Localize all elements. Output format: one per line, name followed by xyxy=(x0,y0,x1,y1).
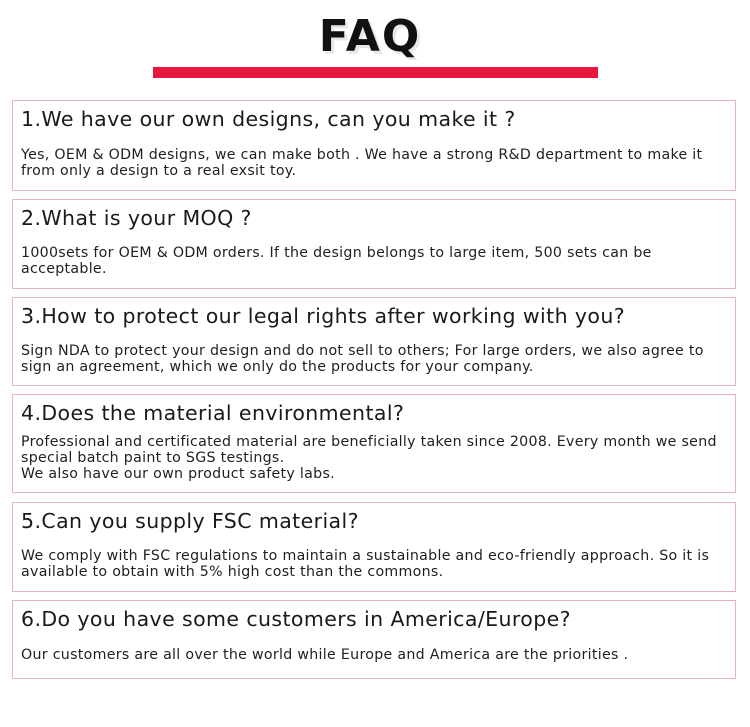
faq-answer-2: 1000sets for OEM & ODM orders. If the design belongs to large item, 500 sets can be acceptable. xyxy=(21,245,652,277)
page-title: FAQ xyxy=(318,11,422,62)
faq-answer-6: Our customers are all over the world while Europe and America are the priorities . xyxy=(21,647,629,663)
faq-answer-1: Yes, OEM & ODM designs, we can make both . We have a strong R&D department to make it from only a design to a real exsit toy. xyxy=(21,147,703,179)
title-underline-bar xyxy=(153,67,598,78)
faq-item-4 xyxy=(12,394,736,493)
faq-item-2 xyxy=(12,199,736,289)
faq-question-4: 4.Does the material environmental? xyxy=(21,401,405,425)
faq-item-1 xyxy=(12,100,736,191)
faq-answer-5: We comply with FSC regulations to maintain a sustainable and eco-friendly approach. So it is available to obtain with 5% high cost than the commons. xyxy=(21,548,710,580)
faq-question-2: 2.What is your MOQ ? xyxy=(21,206,252,230)
faq-question-1: 1.We have our own designs, can you make it ? xyxy=(21,107,516,131)
faq-item-3 xyxy=(12,297,736,386)
faq-item-5 xyxy=(12,502,736,592)
faq-question-6: 6.Do you have some customers in America/Europe? xyxy=(21,607,571,631)
faq-answer-3: Sign NDA to protect your design and do not sell to others; For large orders, we also agree to sign an agreement, which we only do the products for your company. xyxy=(21,343,704,375)
faq-question-3: 3.How to protect our legal rights after working with you? xyxy=(21,304,626,328)
faq-question-5: 5.Can you supply FSC material? xyxy=(21,509,359,533)
faq-item-6 xyxy=(12,600,736,679)
faq-header xyxy=(0,0,750,90)
faq-answer-4: Professional and certificated material are beneficially taken since 2008. Every month we send special batch paint to SGS testings. We also have our own product safety labs. xyxy=(21,434,717,482)
